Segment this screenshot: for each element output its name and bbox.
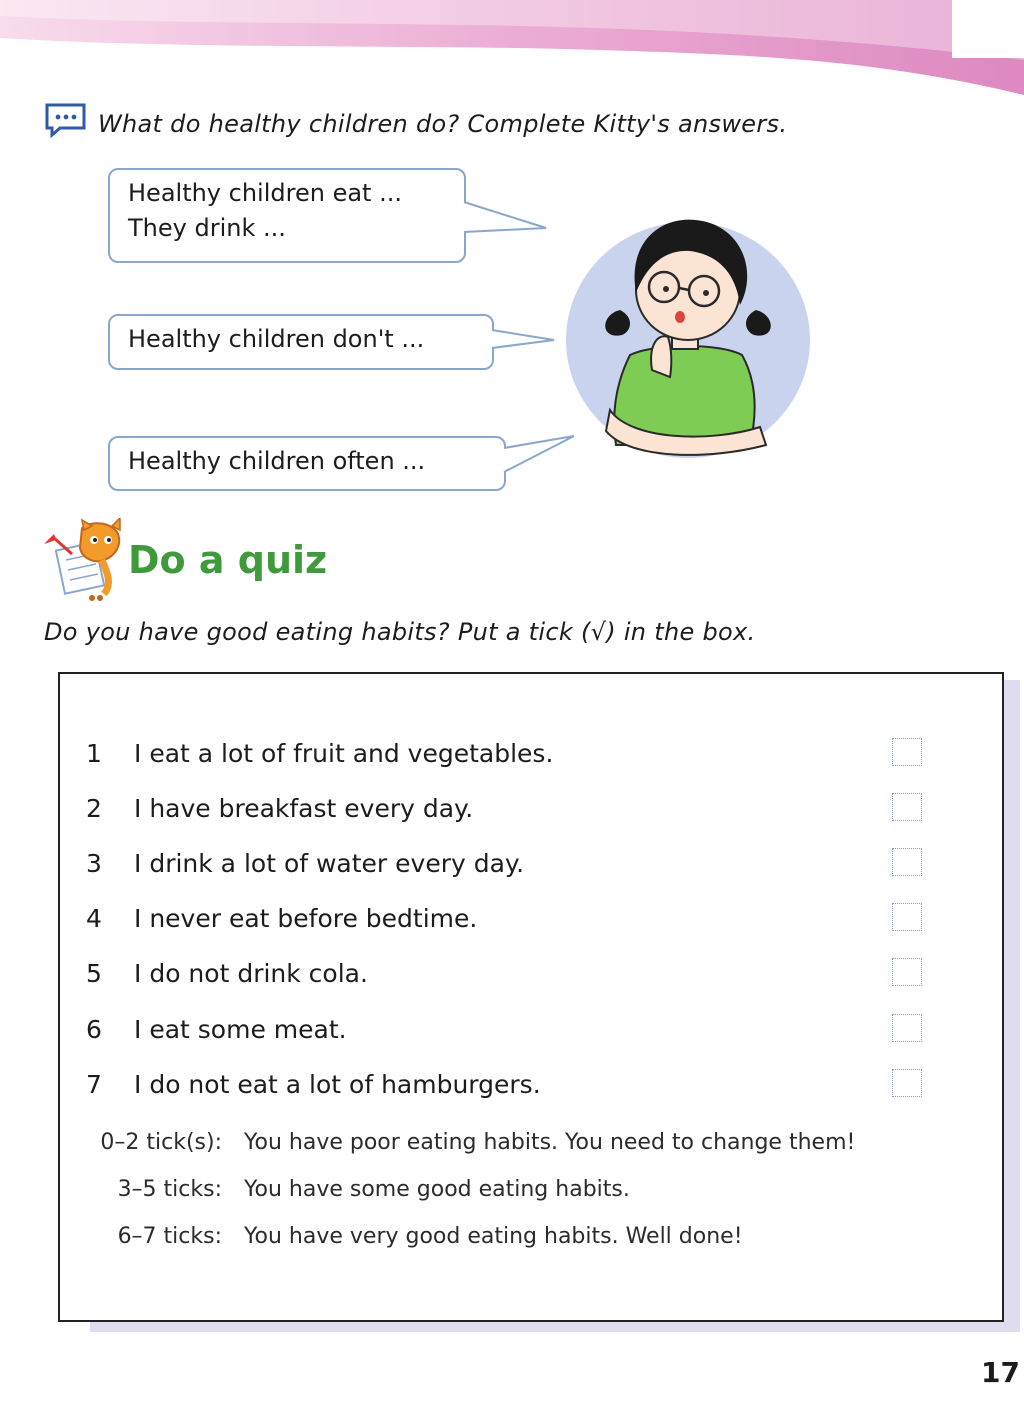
quiz-item-4 <box>86 901 477 937</box>
quiz-item-number: 2 <box>86 794 102 823</box>
quiz-item-text: I never eat before bedtime. <box>134 904 478 933</box>
quiz-item-number: 4 <box>86 904 102 933</box>
quiz-item-7 <box>86 1067 541 1103</box>
score-row-1 <box>74 1130 855 1155</box>
quiz-item-text: I have breakfast every day. <box>134 794 474 823</box>
quiz-item-text: I eat a lot of fruit and vegetables. <box>134 739 554 768</box>
speech-bubble-3 <box>108 436 506 491</box>
quiz-item-number: 7 <box>86 1070 102 1099</box>
cat-mascot-icon <box>42 518 130 602</box>
quiz-item-text: I drink a lot of water every day. <box>134 849 525 878</box>
quiz-item-number: 3 <box>86 849 102 878</box>
quiz-item-3 <box>86 846 524 882</box>
score-text: You have very good eating habits. Well done! <box>244 1224 743 1249</box>
bubble-1-line-1: Healthy children eat ... <box>128 179 402 207</box>
score-text: You have poor eating habits. You need to change them! <box>244 1130 856 1155</box>
tick-box-2[interactable] <box>892 793 922 821</box>
quiz-item-number: 5 <box>86 959 102 988</box>
quiz-item-text: I do not eat a lot of hamburgers. <box>134 1070 541 1099</box>
tick-box-1[interactable] <box>892 738 922 766</box>
score-text: You have some good eating habits. <box>244 1177 630 1202</box>
speech-bubble-1 <box>108 168 466 263</box>
bubble-3-line-1: Healthy children often ... <box>128 447 426 475</box>
quiz-title: Do a quiz <box>128 538 328 582</box>
quiz-item-6 <box>86 1012 347 1048</box>
score-row-3 <box>74 1224 743 1249</box>
bubble-2-line-1: Healthy children don't ... <box>128 325 425 353</box>
bubble-1-tail <box>462 196 552 240</box>
quiz-item-number: 1 <box>86 739 102 768</box>
score-range: 6–7 ticks: <box>117 1224 222 1249</box>
quiz-item-text: I eat some meat. <box>134 1015 347 1044</box>
quiz-item-number: 6 <box>86 1015 102 1044</box>
bubble-1-line-2: They drink ... <box>128 214 286 242</box>
tick-box-3[interactable] <box>892 848 922 876</box>
page-number: 17 <box>981 1356 1020 1389</box>
section-instruction: What do healthy children do? Complete Kitty's answers. <box>98 110 788 138</box>
tick-box-5[interactable] <box>892 958 922 986</box>
score-range: 3–5 ticks: <box>117 1177 222 1202</box>
speech-bubble-icon <box>44 102 88 138</box>
quiz-item-5 <box>86 956 368 992</box>
tick-box-6[interactable] <box>892 1014 922 1042</box>
quiz-item-2 <box>86 791 473 827</box>
score-row-2 <box>74 1177 630 1202</box>
kitty-girl-illustration <box>560 205 820 470</box>
quiz-item-text: I do not drink cola. <box>134 959 368 988</box>
speech-bubble-2 <box>108 314 494 370</box>
quiz-item-1 <box>86 736 553 772</box>
quiz-instruction: Do you have good eating habits? Put a tick (√) in the box. <box>44 618 756 646</box>
score-range: 0–2 tick(s): <box>100 1130 222 1155</box>
tick-box-4[interactable] <box>892 903 922 931</box>
tick-box-7[interactable] <box>892 1069 922 1097</box>
bubble-2-tail <box>490 326 560 356</box>
